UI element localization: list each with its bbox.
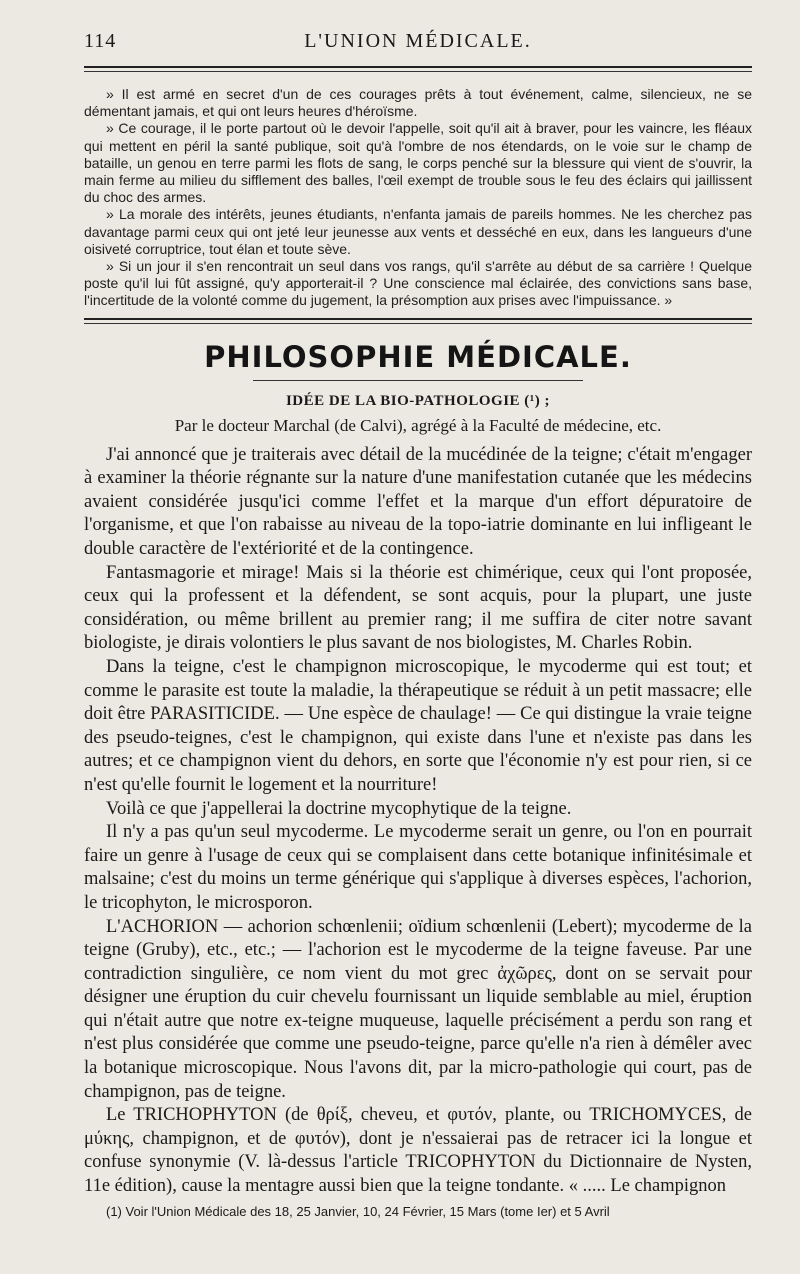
quote-paragraph: » Il est armé en secret d'un de ces courages prêts à tout événement, calme, silencieux, ne se démentant jamais, et qui ont leurs heures d'héroïsme. bbox=[84, 86, 752, 120]
body-paragraph: Voilà ce que j'appellerai la doctrine mycophytique de la teigne. bbox=[106, 798, 572, 819]
quote-paragraph: » Si un jour il s'en rencontrait un seul dans vos rangs, qu'il s'arrête au début de sa carrière ! Quelque poste qu'il lui fût assigné, qu'y apporterait-il ? Une conscience mal éclairée, des convictions sans base, l'incertitude de la volonté comme du jugement, la présomption aux prises avec l'impuissance. » bbox=[84, 258, 752, 309]
running-head bbox=[84, 30, 752, 64]
quote-paragraph: » Ce courage, il le porte partout où le devoir l'appelle, soit qu'il ait à braver, pour les vaincre, les fléaux qui mettent en péril la santé publique, soit qu'à l'ombre de nos étendards, on le voie sur le champ de bataille, un genou en terre parmi les flots de sang, le corps penché sur la blessure qui vient de s'ouvrir, la main ferme au milieu du sifflement des balles, l'œil exempt de trouble sous le feu des éclairs qui jaillissent du choc des armes. bbox=[84, 120, 752, 206]
body-paragraph: Le TRICHOPHYTON (de θρίξ, cheveu, et φυτόν, plante, ou TRICHOMYCES, de μύκης, champignon, et de φυτόν), dont je n'essaierai pas de retracer ici la longue et confuse synonymie (V. là-dessus l'article TRICOPHYTON du Dictionnaire de Nysten, 11e édition), cause la mentagre aussi bien que la teigne tondante. « ..... Le champignon bbox=[84, 1105, 752, 1197]
quote-paragraph: » La morale des intérêts, jeunes étudiants, n'enfanta jamais de pareils hommes. Ne les cherchez pas davantage parmi ceux qui ont jeté leur jeunesse aux vents et desséché en eux, dans les langueurs d'une oisiveté corruptrice, tout élan et toute sève. bbox=[84, 206, 752, 257]
header-rule-thin bbox=[84, 71, 752, 72]
journal-title: L'UNION MÉDICALE. bbox=[304, 30, 532, 52]
article-byline: Par le docteur Marchal (de Calvi), agrégé à la Faculté de médecine, etc. bbox=[174, 415, 662, 435]
body-paragraph: Fantasmagorie et mirage! Mais si la théorie est chimérique, ceux qui l'ont proposée, ceux qui la professent et la défendent, se sont acquis, pour la plupart, une juste considération, ou même brillent au premier rang; il me suffira de citer notre savant biologiste, je dirais volontiers le plus savant de nos biologistes, M. Charles Robin. bbox=[84, 562, 752, 654]
page-number: 114 bbox=[84, 30, 117, 52]
article-title: IDÉE DE LA BIO-PATHOLOGIE (¹) ; bbox=[285, 392, 551, 409]
section-title-underline bbox=[253, 380, 583, 381]
quoted-speech bbox=[84, 86, 752, 310]
section-title: PHILOSOPHIE MÉDICALE. bbox=[204, 339, 632, 374]
header-rule bbox=[84, 66, 752, 68]
body-paragraph: Dans la teigne, c'est le champignon microscopique, le mycoderme qui est tout; et comme le parasite est toute la maladie, la thérapeutique se réduit à un petit massacre; elle doit être PARASITICIDE. — Une espèce de chaulage! — Ce qui distingue la vraie teigne des pseudo-teignes, c'est le champignon, qui existe dans l'une et n'existe pas dans les autres; et ce champignon vient du dehors, en sorte que l'économie n'y est pour rien, si ce n'est qu'elle fournit le logement et la nourriture! bbox=[84, 656, 752, 795]
footnote: (1) Voir l'Union Médicale des 18, 25 Janvier, 10, 24 Février, 15 Mars (tome Ier) et 5 Avril bbox=[106, 1204, 610, 1219]
body-paragraph: Il n'y a pas qu'un seul mycoderme. Le mycoderme serait un genre, ou l'on en pourrait faire un genre à l'usage de ceux qui se complaisent dans cette botanique infinitésimale et malsaine; c'est du moins un terme générique qui s'applique à diverses espèces, l'achorion, le tricophyton, le microsporon. bbox=[84, 822, 752, 913]
body-paragraph: L'ACHORION — achorion schœnlenii; oïdium schœnlenii (Lebert); mycoderme de la teigne (Gruby), etc., etc.; — l'achorion est le mycoderme de la teigne faveuse. Par une contradiction singulière, ce nom vient du mot grec ἀχῶρες, dont on se servait pour désigner une éruption du cuir chevelu fournissant un liquide semblable au miel, éruption qui n'était autre que notre ex-teigne muqueuse, laquelle précisément a perdu son rang et n'est plus considérée que comme une pseudo-teigne, parce qu'elle n'a rien à démêler avec la botanique microscopique. Nous l'avons dit, par la micro-pathologie qui court, pas de champignon, pas de teigne. bbox=[84, 916, 752, 1102]
article-body bbox=[84, 444, 752, 1199]
section-separator bbox=[84, 318, 752, 324]
body-paragraph: J'ai annoncé que je traiterais avec détail de la mucédinée de la teigne; c'était m'engager à examiner la théorie régnante sur la nature d'une manifestation cutanée que les médecins avaient considérée jusqu'ici comme l'effet et la marque d'un effort dépuratoire de l'organisme, et que l'on rabaisse au niveau de la topo-iatrie dominante en lui infligeant le double caractère de l'extériorité et de la contingence. bbox=[84, 444, 752, 560]
